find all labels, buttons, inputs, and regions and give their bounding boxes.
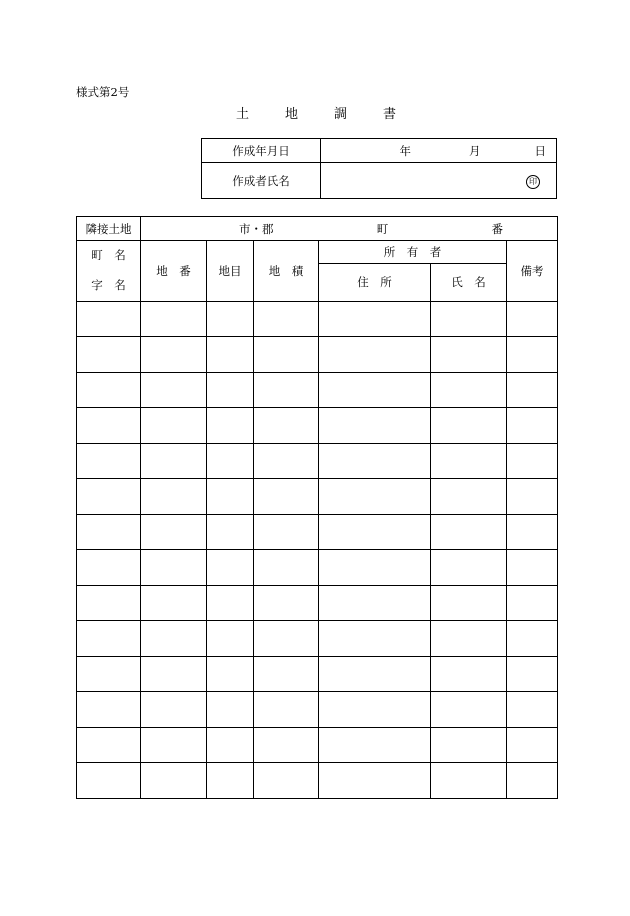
chimoku-cell[interactable] — [207, 479, 254, 515]
name-cell[interactable] — [431, 337, 507, 373]
town-aza-cell[interactable] — [77, 656, 141, 692]
year-label: 年 — [399, 143, 411, 158]
name-cell[interactable] — [431, 621, 507, 657]
chiseki-cell[interactable] — [254, 408, 319, 444]
chiban-cell[interactable] — [141, 621, 207, 657]
machi-mei-label: 町 名 — [91, 248, 126, 262]
town-aza-cell[interactable] — [77, 514, 141, 550]
chiseki-cell[interactable] — [254, 585, 319, 621]
town-aza-cell[interactable] — [77, 692, 141, 728]
adjacent-land-label: 隣接土地 — [77, 217, 141, 241]
name-cell[interactable] — [431, 479, 507, 515]
town-aza-header — [77, 241, 141, 302]
address-cell[interactable] — [319, 514, 431, 550]
address-cell[interactable] — [319, 301, 431, 337]
name-cell[interactable] — [431, 550, 507, 586]
remarks-cell[interactable] — [507, 337, 558, 373]
name-cell[interactable] — [431, 443, 507, 479]
chiban-cell[interactable] — [141, 514, 207, 550]
chimoku-cell[interactable] — [207, 692, 254, 728]
remarks-cell[interactable] — [507, 692, 558, 728]
remarks-cell[interactable] — [507, 763, 558, 799]
address-cell[interactable] — [319, 727, 431, 763]
table-row — [77, 692, 558, 728]
remarks-cell[interactable] — [507, 479, 558, 515]
chiban-cell[interactable] — [141, 301, 207, 337]
chiseki-cell[interactable] — [254, 337, 319, 373]
address-cell[interactable] — [319, 692, 431, 728]
town-aza-cell[interactable] — [77, 621, 141, 657]
name-cell[interactable] — [431, 656, 507, 692]
address-cell[interactable] — [319, 443, 431, 479]
remarks-cell[interactable] — [507, 550, 558, 586]
name-cell[interactable] — [431, 301, 507, 337]
chimoku-cell[interactable] — [207, 621, 254, 657]
chiseki-cell[interactable] — [254, 621, 319, 657]
table-row — [77, 550, 558, 586]
chimoku-cell[interactable] — [207, 443, 254, 479]
remarks-cell[interactable] — [507, 301, 558, 337]
remarks-cell[interactable] — [507, 408, 558, 444]
location-line — [141, 217, 558, 241]
remarks-cell[interactable] — [507, 585, 558, 621]
ban-label: 番 — [491, 221, 504, 236]
table-row — [77, 621, 558, 657]
month-label: 月 — [469, 143, 481, 158]
chiban-cell[interactable] — [141, 692, 207, 728]
address-cell[interactable] — [319, 763, 431, 799]
name-cell[interactable] — [431, 372, 507, 408]
table-row — [77, 337, 558, 373]
address-cell[interactable] — [319, 585, 431, 621]
chimoku-cell[interactable] — [207, 372, 254, 408]
title-char: 土 — [236, 107, 250, 122]
address-cell[interactable] — [319, 479, 431, 515]
chiseki-header: 地 積 — [254, 241, 319, 302]
meta-table — [201, 138, 557, 199]
chiban-header: 地 番 — [141, 241, 207, 302]
owner-header: 所 有 者 — [319, 241, 507, 264]
chimoku-cell[interactable] — [207, 585, 254, 621]
chiseki-cell[interactable] — [254, 656, 319, 692]
chimoku-cell[interactable] — [207, 408, 254, 444]
title-char: 調 — [333, 107, 347, 122]
chimoku-cell[interactable] — [207, 514, 254, 550]
table-row — [77, 514, 558, 550]
table-row — [77, 656, 558, 692]
chiseki-cell[interactable] — [254, 301, 319, 337]
chiseki-cell[interactable] — [254, 514, 319, 550]
name-cell[interactable] — [431, 514, 507, 550]
table-row — [77, 301, 558, 337]
town-aza-cell[interactable] — [77, 301, 141, 337]
chimoku-cell[interactable] — [207, 550, 254, 586]
remarks-cell[interactable] — [507, 621, 558, 657]
town-aza-cell[interactable] — [77, 550, 141, 586]
seal-mark: 印 — [526, 175, 540, 189]
town-aza-cell[interactable] — [77, 408, 141, 444]
creator-field[interactable] — [321, 163, 557, 199]
town-aza-cell[interactable] — [77, 585, 141, 621]
remarks-cell[interactable] — [507, 443, 558, 479]
name-header: 氏 名 — [431, 263, 507, 301]
chiban-cell[interactable] — [141, 727, 207, 763]
chiseki-cell[interactable] — [254, 692, 319, 728]
chimoku-cell[interactable] — [207, 656, 254, 692]
chiban-cell[interactable] — [141, 585, 207, 621]
creator-label: 作成者氏名 — [202, 163, 321, 199]
title-char: 地 — [284, 107, 298, 122]
created-date-label: 作成年月日 — [202, 139, 321, 163]
address-cell[interactable] — [319, 372, 431, 408]
land-survey-table — [76, 216, 558, 799]
name-cell[interactable] — [431, 408, 507, 444]
title-char: 書 — [382, 107, 396, 122]
chiban-cell[interactable] — [141, 337, 207, 373]
city-county-label: 市・郡 — [239, 221, 274, 236]
chiseki-cell[interactable] — [254, 372, 319, 408]
town-aza-cell[interactable] — [77, 479, 141, 515]
remarks-header: 備考 — [507, 241, 558, 302]
table-row — [77, 585, 558, 621]
day-label: 日 — [534, 143, 546, 158]
name-cell[interactable] — [431, 763, 507, 799]
remarks-cell[interactable] — [507, 656, 558, 692]
town-aza-cell[interactable] — [77, 337, 141, 373]
name-cell[interactable] — [431, 692, 507, 728]
remarks-cell[interactable] — [507, 372, 558, 408]
chimoku-header: 地目 — [207, 241, 254, 302]
created-date-field[interactable] — [321, 139, 557, 163]
table-row — [77, 727, 558, 763]
chiban-cell[interactable] — [141, 443, 207, 479]
chiban-cell[interactable] — [141, 763, 207, 799]
chimoku-cell[interactable] — [207, 727, 254, 763]
table-row — [77, 443, 558, 479]
chimoku-cell[interactable] — [207, 763, 254, 799]
name-cell[interactable] — [431, 585, 507, 621]
chiseki-cell[interactable] — [254, 443, 319, 479]
address-cell[interactable] — [319, 550, 431, 586]
town-aza-cell[interactable] — [77, 372, 141, 408]
chiban-cell[interactable] — [141, 479, 207, 515]
table-row — [77, 408, 558, 444]
address-cell[interactable] — [319, 337, 431, 373]
chiban-cell[interactable] — [141, 372, 207, 408]
table-row — [77, 479, 558, 515]
town-aza-cell[interactable] — [77, 443, 141, 479]
address-cell[interactable] — [319, 656, 431, 692]
chiban-cell[interactable] — [141, 550, 207, 586]
chiseki-cell[interactable] — [254, 550, 319, 586]
town-aza-cell[interactable] — [77, 727, 141, 763]
form-number: 様式第2号 — [76, 85, 130, 99]
chiseki-cell[interactable] — [254, 727, 319, 763]
name-cell[interactable] — [431, 727, 507, 763]
data-rows — [77, 301, 558, 798]
chiban-cell[interactable] — [141, 408, 207, 444]
remarks-cell[interactable] — [507, 727, 558, 763]
town-label: 町 — [376, 221, 389, 236]
chimoku-cell[interactable] — [207, 337, 254, 373]
table-row — [77, 372, 558, 408]
town-aza-cell[interactable] — [77, 763, 141, 799]
address-header: 住 所 — [319, 263, 431, 301]
remarks-cell[interactable] — [507, 514, 558, 550]
chiseki-cell[interactable] — [254, 479, 319, 515]
document-title — [236, 103, 396, 122]
address-cell[interactable] — [319, 621, 431, 657]
aza-mei-label: 字 名 — [91, 277, 126, 292]
chiseki-cell[interactable] — [254, 763, 319, 799]
chiban-cell[interactable] — [141, 656, 207, 692]
table-row — [77, 763, 558, 799]
chimoku-cell[interactable] — [207, 301, 254, 337]
address-cell[interactable] — [319, 408, 431, 444]
